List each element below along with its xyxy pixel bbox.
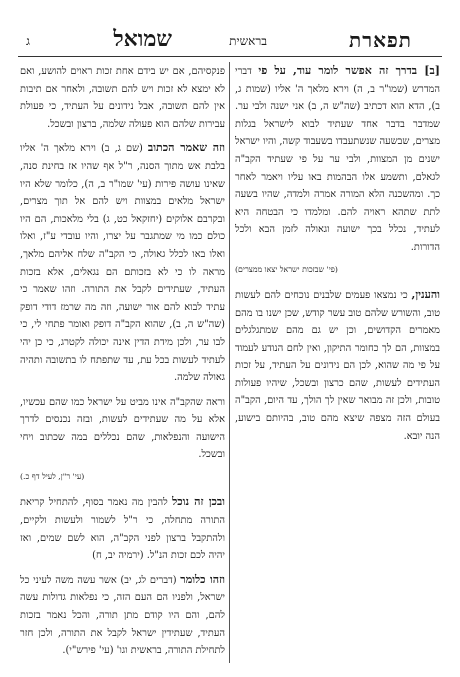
paragraph-lead: והענין,	[411, 287, 440, 301]
paragraph	[20, 571, 225, 660]
paragraph	[20, 139, 225, 386]
paragraph-text: (שם ג, ב) וירא מלאך ה' אליו בלבת אש מתוך הסנה, ר"ל אף שהיו אז בחינת סנה, שאינו עושה פירות (עי' שמו"ר ב, ה), כלומר שלא היו ישראל מלאים במצוות ויש להם אל תוך מצרים, ובקרבם אלוקים (יחזקאל כט, ג) בלי מלאכות, הם היו כולם כמו מי שמתגבר על יצרו, והיו עובדי ע"ז, ואלו ואלו באו לכלל גאולה, כי הקב"ה שלח אליהם מלאך, מראה לו כי לא בזכותם הם נגאלים, אלא בזכות העתיד, שעתידים לקבל את התורה. וזהו שאמר כי עתיד לבוא להם אור ישועה, וזה מה שרמז דודי דופק (שה"ש ה, ב), שהוא הקב"ה דופק ואומר פתחי לי, כי לבו ער, ולכן מידת הדין אינה יכולה לקטרג, כי כן יהי לעתיד לעשות בכל עת, עד שתפתח לו בתשובה ותהיה גאולה שלמה.	[20, 143, 225, 384]
paragraph-text: וראה שהקב"ה אינו מביט על ישראל כמו שהם עכשיו, אלא על מה שעתידים לעשות, ובזה נכנסים לדרך הישועה והנפלאות, שהם נכללים במה שכתוב ויחי ובשכל.	[20, 396, 225, 461]
book-name: שמואל	[113, 26, 172, 52]
right-column	[235, 62, 440, 663]
paragraph	[20, 493, 225, 564]
paragraph	[235, 62, 440, 257]
paragraph-text: דברי המדרש (שמו"ר ב, ה) וירא מלאך ה' אליו (שמות ג, ב), הדא הוא דכתיב (שה"ש ה, ב) אני ישנה ולבי ער. שמדבר בדבר אחד שעתיד לבוא לישראל בגלות מצרים, שבשעה שנשתעבדו בשעבוד קשה, והיו ישראל ישנים מן המצוות, ולבי ער על פי שעתיד הקב"ה לגאלם, ותשמע אלו הבהמות באו עליו ויאמר לאחר כך. ומהשכנה הלא המורה אמרה ולמדה, שהיו בשעה לתת שתהא ראויה להם. ומלמדו כי הבטחה היא לעתיד, נכלל בכך ישועה וגאולה לזמן הבא ולכל הדורות.	[235, 66, 440, 253]
paragraph-lead: ובכן זה נוכל	[172, 495, 225, 509]
book-title: תפארת	[349, 28, 412, 52]
paragraph	[20, 62, 225, 133]
header-rule	[18, 56, 442, 57]
page-number: ג	[26, 34, 30, 48]
paragraph	[20, 393, 225, 464]
column-divider	[229, 62, 230, 663]
paragraph-text: פנקסיהם, אם יש בידם אחת זכות ראוים להושע, ואם לא ימצא לא זכות ויש להם תשובה, ולאחר אם תיבות אין להם תשובה, אבל נידונים על העתיד, כי פעולת עבירות שלהם הוא פעולה שלמה, ברצון ובשכל.	[20, 66, 225, 130]
paragraph-text: להבין מה נאמר בסוף, להתחיל קריאת התורה מתחלה, כי ר"ל לשמור ולעשות ולקיים, ולהתקבל ברצון לפני הקב"ה, הוא לשם שמים, ואז יהיה לכם זכות הנ"ל. (ירמיה יב, ח)	[20, 497, 225, 562]
running-header	[18, 28, 442, 52]
paragraph	[235, 286, 440, 445]
paragraph-lead: וזה שאמר הכתוב	[147, 141, 225, 155]
paragraph-lead: [ב] בדרך זה אפשר לומר עוד, על פי	[258, 64, 440, 77]
left-column	[20, 62, 225, 663]
paragraph-text: (דברים לג, יב) אשר עשה משה לעיני כל ישראל, ולפניו הם העם הזה, כי נפלאות גדולות עשה להם, והם היו קודם מתן תורה, והכל נאמר בזכות העתיד, שעתידין ישראל לקבל את התורה, ולכן חזר לתחילת התורה, בראשית וגו' (עי' פירש"י).	[20, 574, 225, 657]
parsha-name: בראשית	[229, 34, 267, 48]
margin-note: (עי' ר"ן, לעיל דף כ.)	[20, 472, 85, 482]
margin-note: (פי' שבזכות ישראל יצאו ממצרים)	[235, 264, 338, 274]
paragraph-lead: וזהו כלומר	[180, 572, 225, 586]
paragraph-text: כי נמצאו פעמים שלבנים נוכחים להם לעשות טוב, והשורש שלהם טוב עשר קודש, שכן ישנו בו מהם מאמרים הקדושים, וכן יש גם מהם שמתגלגלים במצוות, הם לך כחומר התיקון, ואין לחם הנודע לעמוד על פי מה שהוא, לכן הם נידונים על העתיד, על זכות העתידים לעשות, שהם כרצון ובשכל, שיהיו פעולות טובות, ולכן זה מבואר שאין לך הולך, עד היום, הקב"ה בעולם הזה מצפה שיצא מהם טוב, בהיותם בישוע, הנה יובא.	[235, 289, 440, 442]
